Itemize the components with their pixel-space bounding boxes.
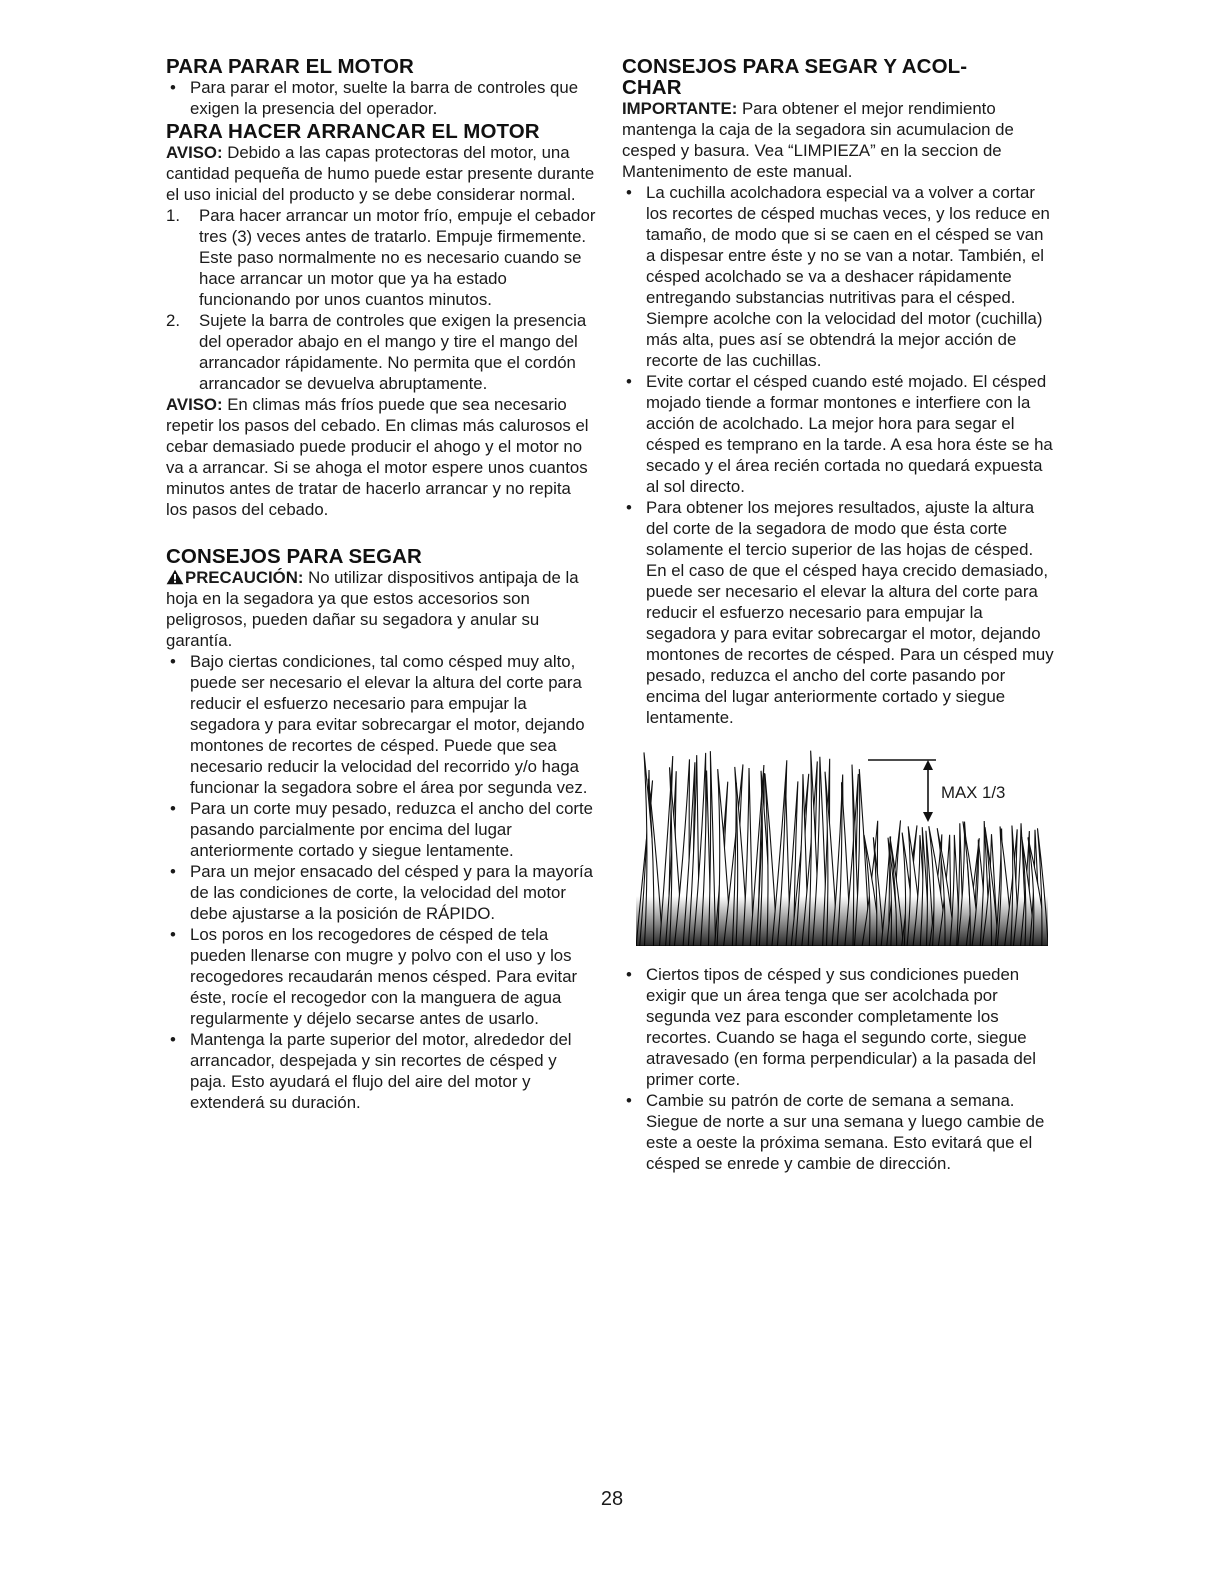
- important-text: Para obtener el mejor rendimiento mantenga la caja de la segadora sin acumulacion de cesped y basura. Vea “LIMPIEZA” en la seccion de Mantenimento de este manual.: [622, 99, 1014, 181]
- heading-line: CONSEJOS PARA SEGAR Y ACOL-: [622, 55, 968, 78]
- list-item: [166, 205, 596, 310]
- mulching-tips-list: [622, 182, 1054, 728]
- important-label: IMPORTANTE:: [622, 99, 738, 118]
- list-item: • Bajo ciertas condiciones, tal como césped muy alto, puede ser necesario el elevar la altura del corte para reducir el esfuerzo necesario para empujar la segadora y para evitar sobrecargar el motor, dejando montones de recortes de césped. Puede que sea necesario reducir la velocidad del recorrido y/o haga funcionar la segadora sobre el área por segunda vez.: [166, 651, 596, 798]
- notice-text: En climas más fríos puede que sea necesario repetir los pasos del cebado. En climas más calurosos el cebar demasiado puede producir el ahogo y el motor no va a arrancar. Si se ahoga el motor espere unos cuantos minutos antes de tratar de hacerlo arrancar y no repita los pasos del cebado.: [166, 395, 589, 519]
- step-text: Sujete la barra de controles que exigen la presencia del operador abajo en el mango y tire el mango del arrancador rápidamente. No permita que el cordón arrancador se devuelva abruptamente.: [199, 311, 587, 393]
- mowing-tips-heading: CONSEJOS PARA SEGAR: [166, 545, 422, 568]
- left-column: [166, 56, 596, 1113]
- caution-paragraph: [166, 567, 596, 651]
- step-number: 1.: [166, 206, 180, 225]
- mulching-tips-heading: [622, 56, 1054, 98]
- step-text: Para hacer arrancar un motor frío, empuje el cebador tres (3) veces antes de tratarlo. Empuje firmemente. Este paso normalmente no es necesario cuando se hace arrancar un motor que ya ha estado funcionando por unos cuantos minutos.: [199, 206, 596, 309]
- list-item: • Mantenga la parte superior del motor, alrededor del arrancador, despejada y sin recortes de césped y paja. Esto ayudará el flujo del aire del motor y extenderá su duración.: [166, 1029, 596, 1113]
- caution-label: PRECAUCIÓN:: [185, 568, 304, 587]
- notice-text: Debido a las capas protectoras del motor, una cantidad pequeña de humo puede estar presente durante el uso inicial del producto y se debe considerar normal.: [166, 143, 595, 204]
- start-steps: [166, 205, 596, 394]
- list-item: • Para obtener los mejores resultados, ajuste la altura del corte de la segadora de modo que ésta corte solamente el tercio superior de las hojas de césped. En el caso de que el césped haya crecido demasiado, puede ser necesario el elevar la altura del corte para reducir el esfuerzo necesario para empujar la segadora y para evitar sobrecargar el motor, dejando montones de recortes de césped. Para un césped muy pesado, reduzca el ancho del corte pasando por encima del lugar anteriormente cortado y siegue lentamente.: [622, 497, 1054, 728]
- important-paragraph: [622, 98, 1054, 182]
- list-item: • Cambie su patrón de corte de semana a semana. Siegue de norte a sur una semana y luego cambie de este a oeste la próxima semana. Esto evitará que el césped se enrede y cambie de dirección.: [622, 1090, 1054, 1174]
- mulching-tips-list-continued: [622, 964, 1054, 1174]
- list-item: • La cuchilla acolchadora especial va a volver a cortar los recortes de césped muchas veces, y los reduce en tamaño, de modo que si se caen en el césped se van a dispesar entre éste y no se van a notar. También, el césped acolchado se va a deshacer rápidamente entregando substancias nutritivas para el césped. Siempre acolche con la velocidad del motor (cuchilla) más alta, pues así se obtendrá la mejor acción de recorte de las cuchillas.: [622, 182, 1054, 371]
- grass-illustration: [636, 746, 1048, 946]
- cold-climate-notice: [166, 394, 596, 520]
- list-item: [166, 310, 596, 394]
- list-item: • Para parar el motor, suelte la barra de controles que exigen la presencia del operador.: [166, 77, 596, 119]
- arrow-down-icon: [923, 812, 933, 822]
- step-number: 2.: [166, 311, 180, 330]
- notice-label: AVISO:: [166, 143, 223, 162]
- arrow-up-icon: [923, 760, 933, 770]
- grass-base-shadow: [636, 896, 1048, 946]
- grass-cut-height-figure: [636, 746, 1048, 946]
- max-cut-label: MAX 1/3: [941, 783, 1006, 802]
- warning-triangle-icon: [166, 569, 184, 585]
- page-number: 28: [600, 1488, 624, 1510]
- list-item: • Ciertos tipos de césped y sus condiciones pueden exigir que un área tenga que ser acolchada por segunda vez para esconder completamente los recortes. Cuando se haga el segundo corte, siegue atravesado (en forma perpendicular) a la pasada del primer corte.: [622, 964, 1054, 1090]
- list-item: • Evite cortar el césped cuando esté mojado. El césped mojado tiende a formar montones e interfiere con la acción de acolchado. La mejor hora para segar el césped es temprano en la tarde. A esa hora éste se ha secado y el área recién cortada no quedará expuesta al sol directo.: [622, 371, 1054, 497]
- stop-engine-heading: PARA PARAR EL MOTOR: [166, 55, 414, 78]
- start-engine-heading: PARA HACER ARRANCAR EL MOTOR: [166, 120, 540, 143]
- notice-label: AVISO:: [166, 395, 223, 414]
- list-item: • Para un corte muy pesado, reduzca el ancho del corte pasando parcialmente por encima del lugar anteriormente cortado y siegue lentamente.: [166, 798, 596, 861]
- caution-text: No utilizar dispositivos antipaja de la hoja en la segadora ya que estos accesorios son peligrosos, pueden dañar su segadora y anular su garantía.: [166, 568, 579, 650]
- heading-line: CHAR: [622, 76, 682, 99]
- list-item: • Los poros en los recogedores de césped de tela pueden llenarse con mugre y polvo con el uso y los recogedores recaudarán menos césped. Para evitar éste, rocíe el recogedor con la manguera de agua regularmente y déjelo secarse antes de usarlo.: [166, 924, 596, 1029]
- start-notice: [166, 142, 596, 205]
- right-column: [622, 56, 1054, 1174]
- mowing-tips-list: [166, 651, 596, 1113]
- list-item: • Para un mejor ensacado del césped y para la mayoría de las condiciones de corte, la velocidad del motor debe ajustarse a la posición de RÁPIDO.: [166, 861, 596, 924]
- stop-engine-list: [166, 77, 596, 119]
